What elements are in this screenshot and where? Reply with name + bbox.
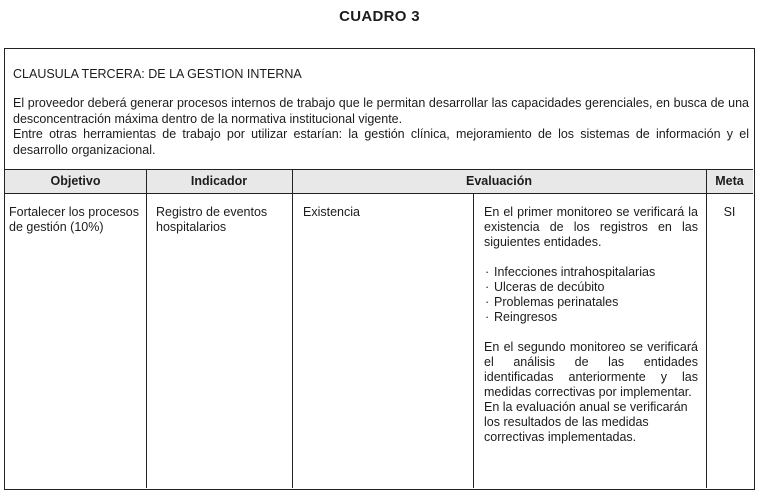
page-title: CUADRO 3: [339, 8, 420, 25]
entidades-list: [484, 265, 698, 325]
contract-table: [4, 48, 755, 490]
header-indicador: Indicador: [146, 170, 292, 194]
monitoreo-primero-text: En el primer monitoreo se verificará la existencia de los registros en las siguientes entidades.: [484, 205, 698, 249]
clause-body: [13, 96, 749, 158]
monitoreo-segundo-text: En el segundo monitoreo se verificará el análisis de las entidades identificadas anteriormente y las medidas correctivas por implementar.: [484, 340, 698, 399]
header-meta: Meta: [706, 170, 753, 194]
list-item: · Problemas perinatales: [484, 295, 698, 310]
header-evaluacion: Evaluación: [292, 170, 706, 194]
column-divider: [146, 170, 147, 488]
cell-objetivo: Fortalecer los procesos de gestión (10%): [9, 205, 139, 234]
list-item: · Reingresos: [484, 310, 698, 325]
header-objetivo: Objetivo: [5, 170, 146, 194]
clause-paragraph-2: Entre otras herramientas de trabajo por utilizar estarían: la gestión clínica, mejoramiento de los sistemas de información y el desarrollo organizacional.: [13, 127, 749, 157]
column-divider: [292, 170, 293, 488]
list-item: · Ulceras de decúbito: [484, 280, 698, 295]
cell-evaluacion-detalle: [484, 205, 698, 445]
clause-section: [5, 49, 753, 170]
list-item: · Infecciones intrahospitalarias: [484, 265, 698, 280]
cell-evaluacion-tipo: Existencia: [303, 205, 360, 219]
cell-meta: SI: [723, 205, 736, 219]
cell-indicador: Registro de eventos hospitalarios: [156, 205, 268, 234]
column-divider: [473, 194, 474, 488]
clause-paragraph-1: El proveedor deberá generar procesos internos de trabajo que le permitan desarrollar las capacidades gerenciales, en busca de una desconcentración máxima dentro de la normativa institucional vigente.: [13, 96, 749, 126]
evaluacion-anual-text: En la evaluación anual se verificarán los resultados de las medidas correctivas implementadas.: [484, 400, 688, 444]
clause-heading: CLAUSULA TERCERA: DE LA GESTION INTERNA: [13, 67, 302, 81]
